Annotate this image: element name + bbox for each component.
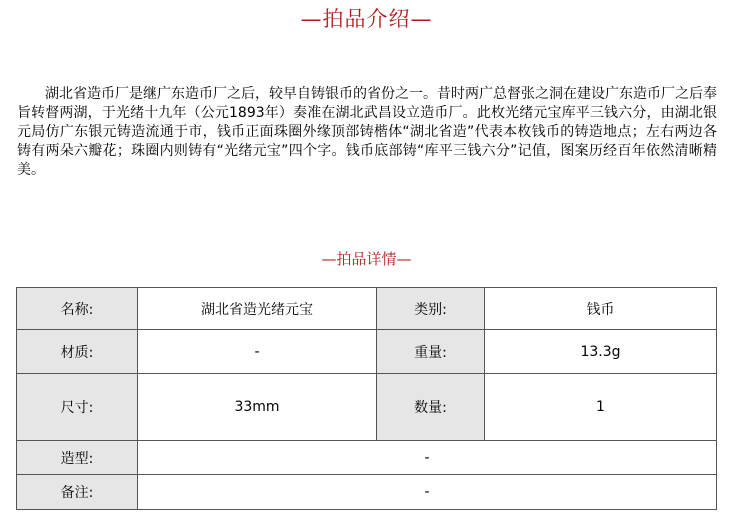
table-row	[17, 441, 717, 475]
weight-value: 13.3g	[485, 330, 717, 374]
size-value: 33mm	[138, 374, 377, 441]
shape-label: 造型:	[17, 441, 138, 475]
category-value: 钱币	[485, 288, 717, 330]
notes-value: -	[138, 475, 717, 510]
name-label: 名称:	[17, 288, 138, 330]
intro-paragraph: 湖北省造币厂是继广东造币厂之后，较早自铸银币的省份之一。昔时两广总督张之洞在建设广东造币厂之后奉旨转督两湖，于光绪十九年（公元1893年）奏准在湖北武昌设立造币厂。此枚光绪元宝库平三钱六分，由湖北银元局仿广东银元铸造流通于市，钱币正面珠圈外缘顶部铸楷体“湖北省造”代表本枚钱币的铸造地点；左右两边各铸有两朵六瓣花；珠圈内则铸有“光绪元宝”四个字。钱币底部铸“库平三钱六分”记值，图案历经百年依然清晰精美。	[17, 86, 717, 178]
page-title: —拍品介绍—	[300, 7, 433, 31]
details-table	[16, 287, 717, 510]
shape-value: -	[138, 441, 717, 475]
notes-label: 备注:	[17, 475, 138, 510]
table-row	[17, 374, 717, 441]
table-row	[17, 288, 717, 330]
table-row	[17, 475, 717, 510]
category-label: 类别:	[377, 288, 485, 330]
name-value: 湖北省造光绪元宝	[138, 288, 377, 330]
table-row	[17, 330, 717, 374]
size-label: 尺寸:	[17, 374, 138, 441]
quantity-label: 数量:	[377, 374, 485, 441]
weight-label: 重量:	[377, 330, 485, 374]
details-title: —拍品详情—	[321, 250, 412, 268]
material-value: -	[138, 330, 377, 374]
quantity-value: 1	[485, 374, 717, 441]
material-label: 材质:	[17, 330, 138, 374]
